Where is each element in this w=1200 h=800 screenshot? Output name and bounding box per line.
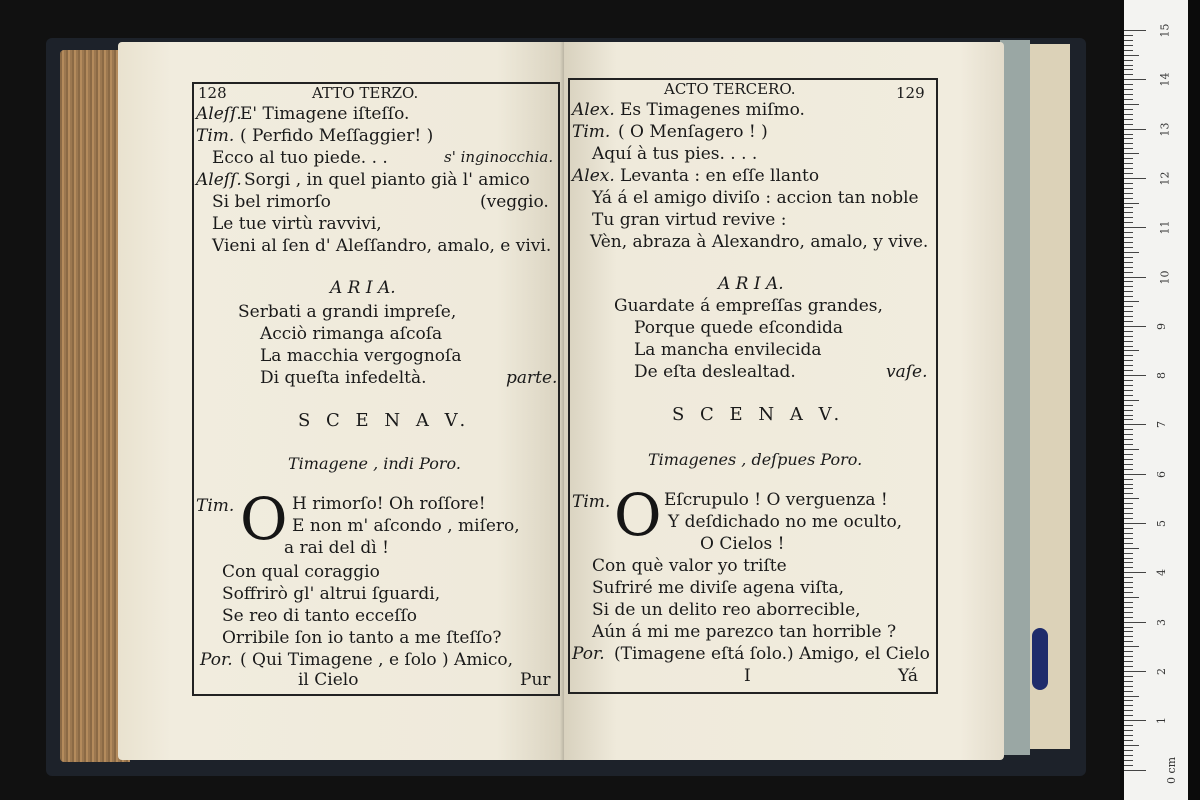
ruler-tick [1124,109,1133,110]
ruler-tick [1124,30,1146,31]
ruler-tick [1124,755,1133,756]
ruler-tick [1124,193,1133,194]
ruler-tick [1124,129,1146,130]
ruler-label: 8 [1155,372,1168,380]
verse-line: Aún á mi me parezco tan horrible ? [592,622,897,642]
ruler-tick [1124,622,1146,623]
ruler-tick [1124,178,1146,179]
ruler-tick [1124,597,1139,598]
ruler-tick [1124,183,1133,184]
ruler-tick [1124,242,1133,243]
ruler-tick [1124,50,1133,51]
ruler-tick [1124,474,1146,475]
ruler-tick [1124,582,1133,583]
ruler-tick [1124,671,1146,672]
ruler-tick [1124,395,1133,396]
ruler-tick [1124,301,1139,302]
ruler-tick [1124,365,1133,366]
ruler-tick [1124,227,1146,228]
ruler-tick [1124,700,1133,701]
ruler-tick [1124,360,1133,361]
verse-line: Aquí à tus pies. . . . [592,144,758,164]
ruler-tick [1124,567,1133,568]
ruler-tick [1124,114,1133,115]
scene-heading: S C E N A V. [672,404,845,425]
verse-line: il Cielo [298,670,359,690]
ruler-tick [1124,528,1133,529]
ruler-label: 14 [1158,72,1172,87]
ruler-tick [1124,572,1146,573]
ruler-tick [1124,592,1133,593]
scene-heading: S C E N A V. [298,410,471,431]
ruler-tick [1124,207,1133,208]
ruler-tick [1124,267,1133,268]
aria-line: Di queſta infedeltà. [260,368,427,388]
verse-line: Yá á el amigo diviſo : accion tan noble [592,188,919,208]
verse-line: Vèn, abraza à Alexandro, amalo, y vive. [590,232,929,252]
verse-line: Le tue virtù ravvivi, [212,214,382,234]
ruler-tick [1124,163,1133,164]
bookmark-ribbon [1032,628,1048,690]
ruler-tick [1124,765,1133,766]
ruler-tick [1124,548,1139,549]
ruler-tick [1124,415,1133,416]
aria-line: La mancha envilecida [634,340,822,360]
ruler-tick [1124,291,1133,292]
ruler-tick [1124,730,1133,731]
ruler-tick [1124,493,1133,494]
verse-line: Sufriré me diviſe agena viſta, [592,578,845,598]
aria-line: La macchia vergognoſa [260,346,462,366]
ruler-tick [1124,203,1139,204]
ruler-tick [1124,217,1133,218]
ruler-tick [1124,577,1133,578]
ruler-tick [1124,341,1133,342]
ruler-label: 9 [1155,322,1168,330]
ruler-tick [1124,311,1133,312]
ruler-tick [1124,469,1133,470]
ruler-tick [1124,158,1133,159]
verse-line: (Timagene eſtá ſolo.) Amigo, el Cielo [614,644,930,664]
ruler-tick [1124,627,1133,628]
ruler-tick [1124,434,1133,435]
ruler-tick [1124,119,1133,120]
aria-line: Serbati a grandi impreſe, [238,302,457,322]
ruler-tick [1124,661,1133,662]
ruler-label: 15 [1158,23,1172,38]
ruler-tick [1124,740,1133,741]
ruler-label: 12 [1158,171,1172,186]
speaker: Tim. [572,122,611,142]
ruler-tick [1124,148,1133,149]
verse-line: E' Timagene iſteſſo. [240,104,410,124]
left-page-number: 128 [198,84,227,102]
ruler-tick [1124,705,1133,706]
ruler-tick [1124,488,1133,489]
verse-line: O Cielos ! [700,534,785,554]
ruler-tick [1124,212,1133,213]
ruler-label: 4 [1155,569,1168,577]
ruler-tick [1124,400,1139,401]
aria-line: Acciò rimanga aſcoſa [260,324,443,344]
ruler-tick [1124,651,1133,652]
ruler-tick [1124,429,1133,430]
ruler-tick [1124,331,1133,332]
ruler-tick [1124,691,1133,692]
verse-line: Es Timagenes miſmo. [620,100,805,120]
ruler-tick [1124,153,1139,154]
ruler-tick [1124,138,1133,139]
ruler-label: 10 [1158,270,1172,284]
ruler-tick [1124,79,1146,80]
ruler-tick [1124,508,1133,509]
ruler-label: 5 [1155,520,1168,527]
verse-line: ( O Menſagero ! ) [618,122,768,142]
ruler-label: 2 [1155,667,1168,675]
ruler-tick [1124,173,1133,174]
ruler-label: 13 [1158,122,1172,137]
ruler-tick [1124,405,1133,406]
ruler-tick [1124,247,1133,248]
ruler-tick [1124,390,1133,391]
ruler-tick [1124,424,1146,425]
ruler-tick [1124,617,1133,618]
ruler-tick [1124,760,1133,761]
ruler-tick [1124,168,1133,169]
ruler-tick [1124,350,1139,351]
speaker: Tim. [196,496,235,516]
verse-line: ( Qui Timagene , e ſolo ) Amico, [240,650,514,670]
ruler-tick [1124,454,1133,455]
ruler-tick [1124,40,1133,41]
speaker: Por. [200,650,233,670]
aria-heading: A R I A. [718,274,784,294]
right-running-head: ACTO TERCERO. [664,80,796,98]
stage-direction: s' inginocchia. [444,148,554,166]
verse-line: Si bel rimorſo [212,192,331,212]
speaker: Aleſſ. [196,104,242,124]
ruler-tick [1124,94,1133,95]
ruler-tick [1124,666,1133,667]
ruler-tick [1124,198,1133,199]
ruler-tick [1124,143,1133,144]
ruler-tick [1124,681,1133,682]
speaker: Tim. [196,126,235,146]
ruler-label: 1 [1155,717,1168,725]
ruler-tick [1124,286,1133,287]
ruler-tick [1124,720,1146,721]
ruler-tick [1124,538,1133,539]
ruler-tick [1124,513,1133,514]
aria-line: Guardate á empreſſas grandes, [614,296,883,316]
ruler-tick [1124,237,1133,238]
ruler-tick [1124,710,1133,711]
ruler-tick [1124,558,1133,559]
ruler-tick [1124,385,1133,386]
left-running-head: ATTO TERZO. [312,84,419,102]
ruler-label: 0 cm [1165,756,1179,784]
ruler-tick [1124,686,1133,687]
ruler-tick [1124,602,1133,603]
measurement-ruler [1124,0,1188,800]
ruler-tick [1124,533,1133,534]
ruler-tick [1124,45,1133,46]
catchword: Yá [898,666,919,686]
ruler-tick [1124,484,1133,485]
verse-line: Se reo di tanto ecceſſo [222,606,418,626]
ruler-tick [1124,543,1133,544]
ruler-tick [1124,257,1133,258]
ruler-tick [1124,656,1133,657]
verse-line: Orribile ſon io tanto a me ſteſſo? [222,628,502,648]
ruler-tick [1124,370,1133,371]
ruler-tick [1124,439,1133,440]
verse-line: Soffrirò gl' altrui ſguardi, [222,584,441,604]
ruler-tick [1124,346,1133,347]
ruler-tick [1124,750,1133,751]
ruler-tick [1124,449,1139,450]
ruler-tick [1124,252,1139,253]
verse-line: Levanta : en eſſe llanto [620,166,820,186]
ruler-tick [1124,232,1133,233]
ruler-tick [1124,523,1146,524]
verse-line: Eſcrupulo ! O verguenza ! [664,490,888,510]
ruler-tick [1124,518,1133,519]
ruler-tick [1124,306,1133,307]
ruler-label: 3 [1155,618,1168,626]
ruler-tick [1124,745,1139,746]
ruler-tick [1124,99,1133,100]
verse-line: Con qual coraggio [222,562,380,582]
ruler-tick [1124,770,1146,771]
verse-line: Ecco al tuo piede. . . [212,148,388,168]
ruler-tick [1124,641,1133,642]
verse-continuation: (veggio. [480,192,549,212]
ruler-tick [1124,272,1133,273]
verse-line: Y deſdichado no me oculto, [668,512,903,532]
ruler-tick [1124,419,1133,420]
ruler-tick [1124,498,1139,499]
ruler-tick [1124,60,1133,61]
ruler-tick [1124,735,1133,736]
ruler-tick [1124,35,1133,36]
ruler-tick [1124,410,1133,411]
ruler-tick [1124,696,1139,697]
ruler-tick [1124,587,1133,588]
ruler-tick [1124,375,1146,376]
verse-line: a rai del dì ! [284,538,389,558]
ruler-tick [1124,65,1133,66]
ruler-label: 11 [1158,220,1172,235]
ruler-tick [1124,631,1133,632]
ruler-tick [1124,296,1133,297]
verse-line: H rimorſo! Oh roſſore! [292,494,486,514]
ruler-tick [1124,104,1139,105]
aria-heading: A R I A. [330,278,396,298]
ruler-tick [1124,636,1133,637]
ruler-tick [1124,74,1133,75]
verse-line: Si de un delito reo aborrecible, [592,600,861,620]
speaker: Alex. [572,166,615,186]
ruler-tick [1124,612,1133,613]
right-page-number: 129 [896,84,925,102]
drop-cap: O [240,485,288,553]
verse-line: Con què valor yo triſte [592,556,787,576]
ruler-tick [1124,55,1139,56]
ruler-tick [1124,479,1133,480]
signature-mark: I [744,666,751,686]
ruler-tick [1124,562,1133,563]
aria-line: De eſta deslealtad. [634,362,796,382]
verse-line: E non m' aſcondo , miſero, [292,516,520,536]
scene-characters: Timagenes , deſpues Poro. [648,450,863,469]
ruler-tick [1124,281,1133,282]
speaker: Aleſſ. [196,170,242,190]
ruler-label: 6 [1155,470,1168,478]
catchword: Pur [520,670,551,690]
ruler-tick [1124,124,1133,125]
aria-line: Porque quede eſcondida [634,318,844,338]
ruler-tick [1124,444,1133,445]
speaker: Alex. [572,100,615,120]
verse-line: Sorgi , in quel pianto già l' amico [244,170,530,190]
stage-direction: parte. [506,368,558,388]
ruler-tick [1124,464,1133,465]
speaker: Por. [572,644,605,664]
ruler-tick [1124,84,1133,85]
speaker: Tim. [572,492,611,512]
ruler-tick [1124,262,1133,263]
ruler-tick [1124,607,1133,608]
stage-direction: vaſe. [886,362,928,382]
ruler-tick [1124,646,1139,647]
ruler-tick [1124,503,1133,504]
ruler-tick [1124,316,1133,317]
ruler-tick [1124,277,1146,278]
verse-line: Vieni al ſen d' Aleſſandro, amalo, e vivi. [212,236,552,256]
ruler-tick [1124,459,1133,460]
drop-cap: O [614,481,662,549]
ruler-tick [1124,355,1133,356]
scene-characters: Timagene , indi Poro. [288,454,461,473]
ruler-tick [1124,69,1133,70]
ruler-tick [1124,715,1133,716]
verse-line: Tu gran virtud revive : [592,210,787,230]
ruler-tick [1124,89,1133,90]
right-endpaper [1000,40,1030,755]
ruler-tick [1124,134,1133,135]
ruler-tick [1124,321,1133,322]
ruler-tick [1124,380,1133,381]
ruler-tick [1124,725,1133,726]
ruler-label: 7 [1155,421,1168,429]
ruler-tick [1124,553,1133,554]
verse-line: ( Perfido Meſſaggier! ) [240,126,434,146]
ruler-tick [1124,336,1133,337]
ruler-tick [1124,676,1133,677]
ruler-tick [1124,188,1133,189]
ruler-tick [1124,222,1133,223]
ruler-tick [1124,326,1146,327]
